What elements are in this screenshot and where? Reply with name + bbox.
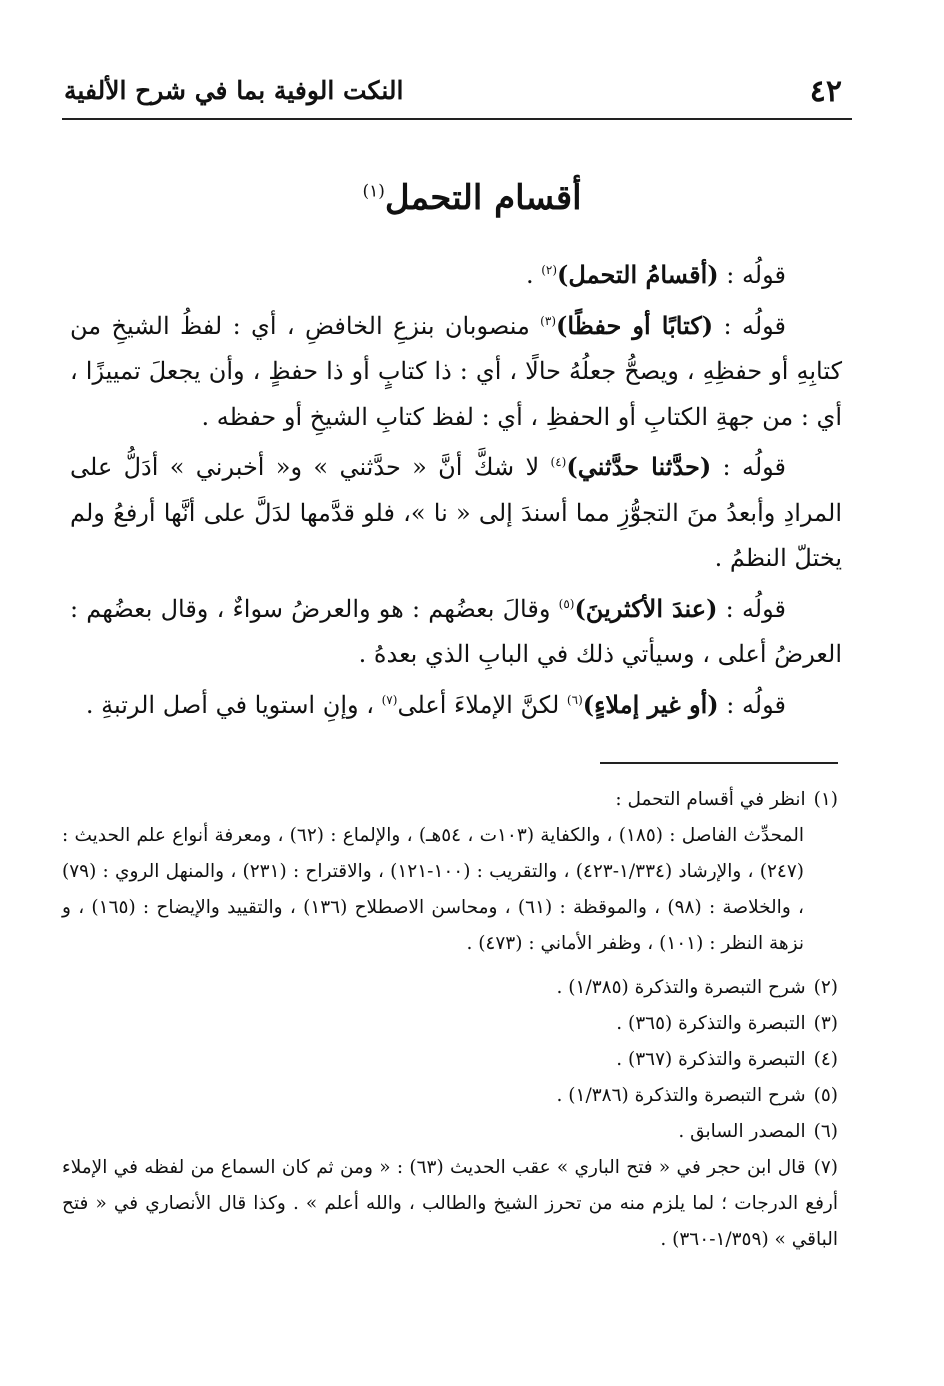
footnote-text: المصدر السابق . [678, 1121, 806, 1142]
quoted-phrase: (أقسامُ التحمل) [557, 260, 719, 289]
paragraph-text: ، وإنِ استويا في أصل الرتبةِ . [85, 690, 382, 719]
footnote-number: (٧) [813, 1157, 838, 1178]
quoted-phrase: (أو غير إملاءٍ) [582, 689, 719, 719]
paragraph-lead: قولُه : [713, 311, 787, 340]
footnote-text: المحدِّث الفاصل : (١٨٥) ، والكفاية (١٠٣ت ، ٥٤هـ) ، والإلماع : (٦٢) ، ومعرفة أنواع علم الحديث : (٢٤٧) ، والإرشاد (١/٣٣٤-٤٢٣) ، والتقريب : (١٠٠-١٢١) ، والاقتراح : (٢٣١) ، والمنهل الروي : (٧٩) ، والخلاصة : (٩٨) ، والموقظة : (٦١) ، ومحاسن الاصطلاح (١٣٦) ، والتقييد والإيضاح : (١٦٥) ، و نزهة النظر : (١٠١) ، وظفر الأماني : (٤٧٣) . [62, 825, 805, 954]
quoted-phrase: (حدَّثنا حدَّثني) [566, 452, 712, 481]
paragraph-lead: قولُه : [711, 453, 786, 481]
paragraph [70, 248, 842, 299]
paragraph-text: لكنَّ الإملاءَ أعلى [397, 690, 567, 719]
footnote-number: (٣) [813, 1013, 838, 1034]
footnote [62, 1114, 838, 1150]
paragraph [70, 299, 842, 441]
footnote-number: (٦) [813, 1121, 838, 1142]
footnote-number: (٤) [813, 1049, 838, 1070]
paragraph-lead: قولُه : [718, 261, 786, 289]
paragraph-lead: قولُه : [718, 690, 786, 719]
footnote [62, 1078, 838, 1114]
footnote-number: (١) [813, 789, 838, 810]
footnote-number: (٢) [813, 977, 838, 998]
main-text [70, 248, 842, 728]
footnote-ref: (٤) [550, 455, 567, 469]
footnote-ref: (٣) [540, 313, 556, 328]
footnote-text: انظر في أقسام التحمل : [615, 789, 806, 810]
section-heading [0, 178, 944, 218]
paragraph-text: لا شكَّ أنَّ « حدَّثني » و« أخبرني » أدَلُّ على المرادِ وأبعدُ منَ التجوُّزِ مما أسندَ إلى « نا »، فلو قدَّمها لدَلَّ على أنَّها أرفعُ ولم يختلّ النظمُ . [70, 453, 842, 572]
footnote-separator [600, 762, 838, 764]
footnote-ref: (٧) [381, 692, 398, 707]
footnote-ref: (٥) [558, 596, 575, 611]
footnote-text: التبصرة والتذكرة (٣٦٧) . [616, 1049, 806, 1070]
quoted-phrase: (عندَ الأكثرينَ) [574, 593, 718, 623]
footnote-ref: (٢) [541, 263, 558, 277]
footnote-continuation [62, 818, 838, 962]
paragraph [70, 440, 842, 582]
footnote-text: شرح التبصرة والتذكرة (١/٣٨٥) . [556, 977, 806, 998]
page-number: ٤٢ [809, 74, 842, 109]
running-title: النكت الوفية بما في شرح الألفية [64, 76, 404, 105]
running-header [62, 66, 852, 120]
footnote-ref: (١) [362, 181, 385, 202]
paragraph-lead: قولُه : [717, 594, 786, 623]
footnote [62, 970, 838, 1006]
paragraph-text: منصوبان بنزعِ الخافضِ ، أي : لفظُ الشيخِ من كتابِهِ أو حفظِهِ ، ويصحُّ جعلُهُ حالًا ، أي : ذا كتابٍ أو ذا حفظٍ ، وأن يجعلَ تمييزًا ، أي : من جهةِ الكتابِ أو الحفظِ ، أي : لفظ كتابِ الشيخِ أو حفظه . [70, 311, 843, 431]
paragraph-text: . [525, 261, 542, 289]
paragraph [70, 582, 842, 678]
footnote [62, 1150, 838, 1258]
footnote [62, 782, 838, 818]
section-heading-text: أقسام التحمل [384, 178, 582, 218]
footnote-text: شرح التبصرة والتذكرة (١/٣٨٦) . [556, 1085, 806, 1106]
paragraph [70, 678, 842, 729]
footnote [62, 1042, 838, 1078]
footnote-text: قال ابن حجر في « فتح الباري » عقب الحديث (٦٣) : « ومن ثم كان السماع من لفظه في الإملاء أرفع الدرجات ؛ لما يلزم منه من تحرز الشيخ والطالب ، والله أعلم » . وكذا قال الأنصاري في « فتح الباقي » (١/٣٥٩-٣٦٠) . [62, 1157, 838, 1250]
quoted-phrase: (كتابًا أو حفظًا) [556, 310, 714, 340]
footnote-text: التبصرة والتذكرة (٣٦٥) . [616, 1013, 806, 1034]
footnote-number: (٥) [813, 1085, 838, 1106]
footnotes [62, 782, 838, 1258]
footnote-ref: (٦) [566, 692, 583, 707]
footnote [62, 1006, 838, 1042]
paragraph-text: وقالَ بعضُهم : هو والعرضُ سواءٌ ، وقال بعضُهم : العرضُ أعلى ، وسيأتي ذلك في البابِ الذي بعدهُ . [70, 594, 842, 668]
